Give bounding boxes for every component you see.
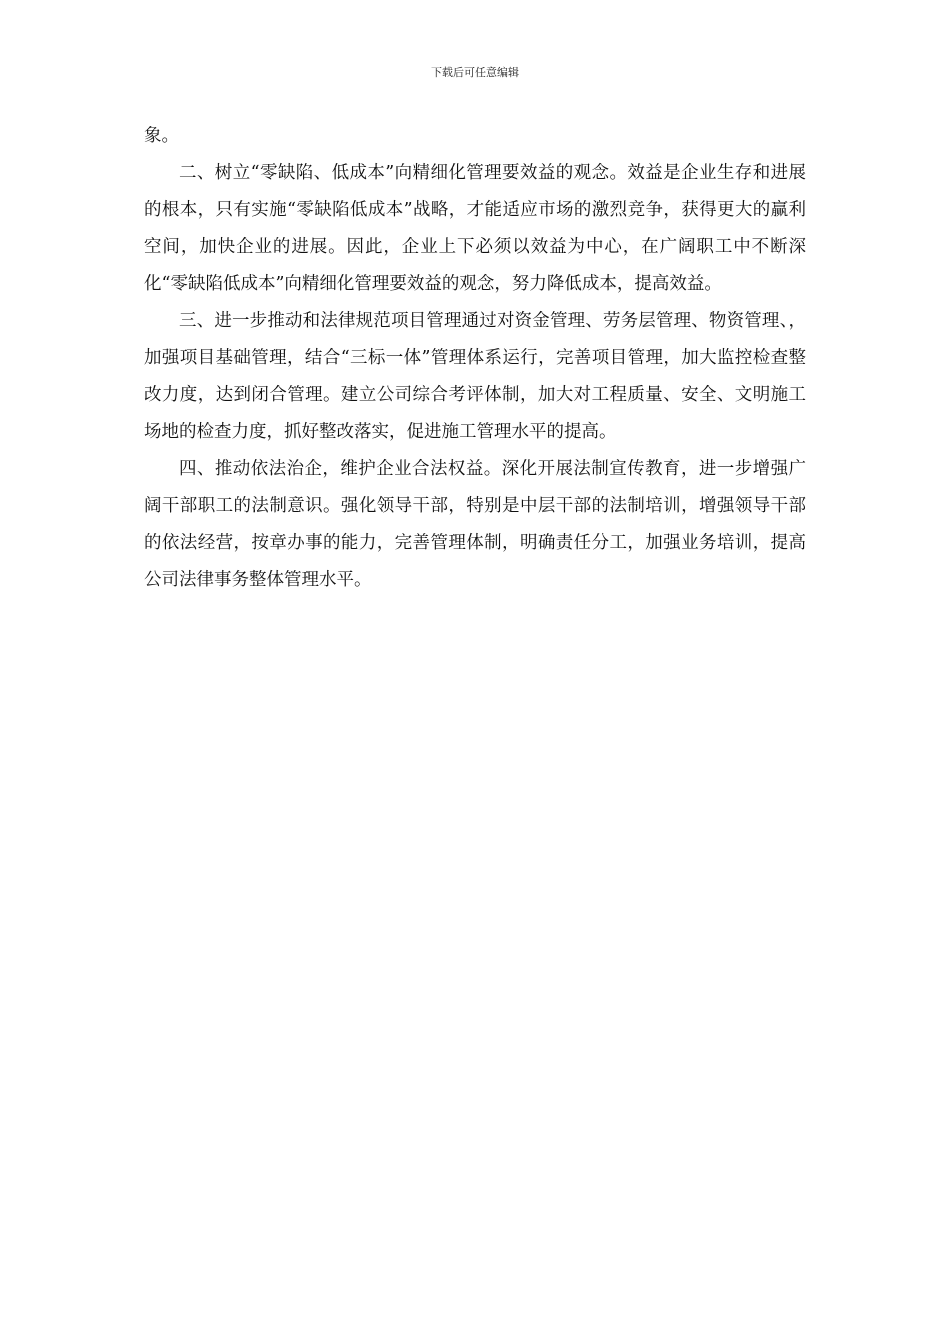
paragraph-section-2: 二、树立“零缺陷、低成本”向精细化管理要效益的观念。效益是企业生存和进展的根本，只有实施“零缺陷低成本”战略，才能适应市场的激烈竞争，获得更大的赢利空间，加快企业的进展。因此，企业上下必须以效益为中心，在广阔职工中不断深化“零缺陷低成本”向精细化管理要效益的观念，努力降低成本，提高效益。 [144,163,806,294]
paragraph-continuation: 象。 [144,126,179,146]
paragraph-section-4: 四、推动依法治企，维护企业合法权益。深化开展法制宣传教育，进一步增强广阔干部职工的法制意识。强化领导干部，特别是中层干部的法制培训，增强领导干部的依法经营，按章办事的能力，完善管理体制，明确责任分工，加强业务培训，提高公司法律事务整体管理水平。 [144,459,806,590]
page-header: 下载后可任意编辑 [431,66,519,79]
paragraph-section-3: 三、进一步推动和法律规范项目管理通过对资金管理、劳务层管理、物资管理、，加强项目基础管理，结合“三标一体”管理体系运行，完善项目管理，加大监控检查整改力度，达到闭合管理。建立公司综合考评体制，加大对工程质量、安全、文明施工场地的检查力度，抓好整改落实，促进施工管理水平的提高。 [144,311,806,442]
document-body [144,118,806,599]
